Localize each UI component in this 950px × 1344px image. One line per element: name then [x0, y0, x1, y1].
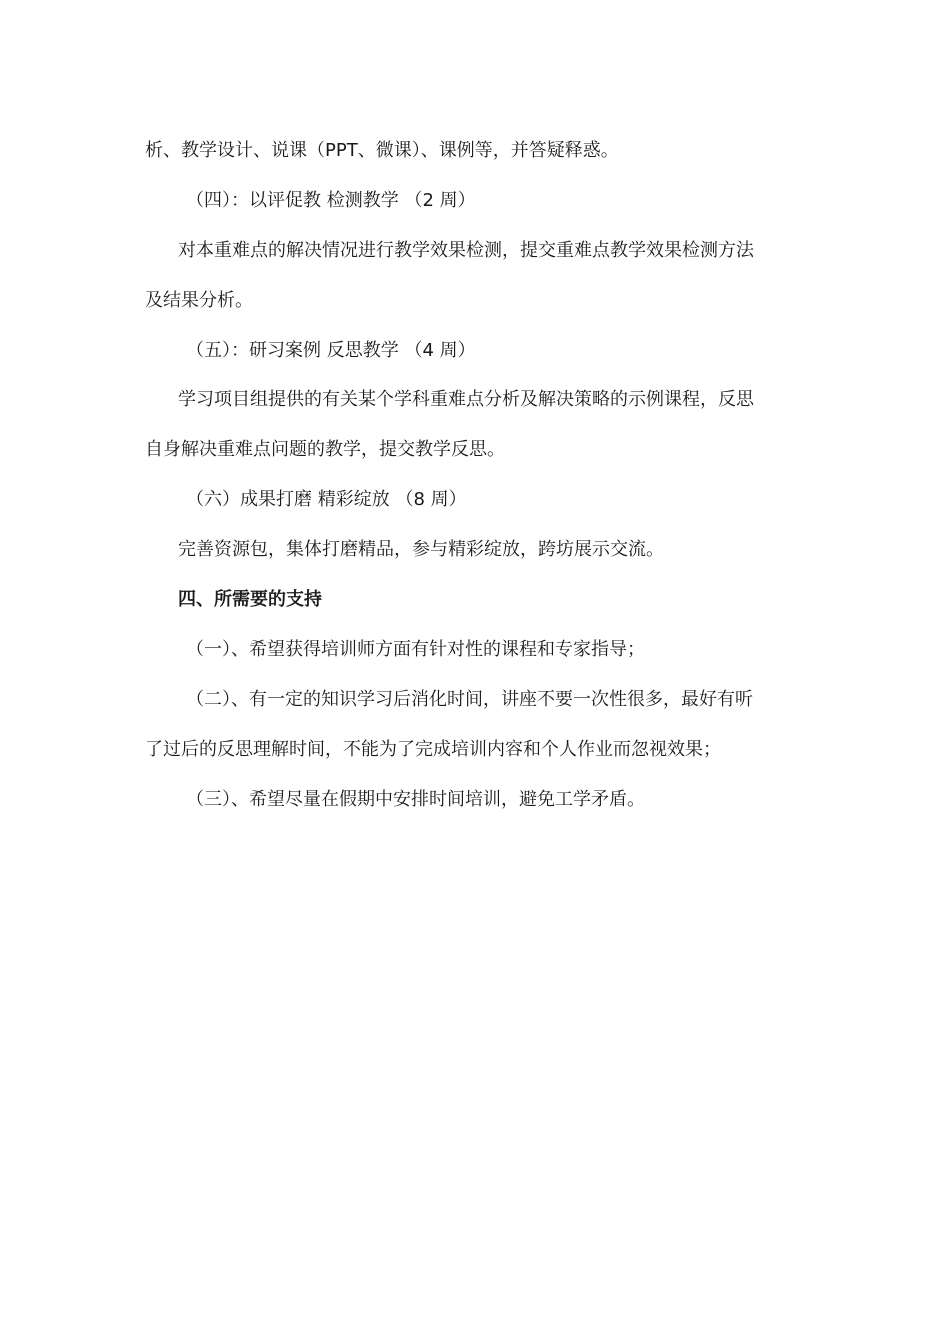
paragraph-line: 析、教学设计、说课（PPT、微课）、课例等，并答疑释惑。	[145, 140, 619, 161]
list-item: （一）、希望获得培训师方面有针对性的课程和专家指导；	[186, 639, 645, 660]
paragraph-line: 学习项目组提供的有关某个学科重难点分析及解决策略的示例课程，反思	[178, 389, 754, 410]
paragraph-line: 了过后的反思理解时间，不能为了完成培训内容和个人作业而忽视效果；	[145, 739, 721, 760]
section-subheading: （五）：研习案例 反思教学 （4 周）	[186, 340, 476, 361]
list-item: （二）、有一定的知识学习后消化时间，讲座不要一次性很多，最好有听	[186, 689, 753, 710]
paragraph-line: 及结果分析。	[145, 290, 253, 311]
paragraph-line: 自身解决重难点问题的教学，提交教学反思。	[145, 439, 505, 460]
paragraph-line: 对本重难点的解决情况进行教学效果检测，提交重难点教学效果检测方法	[178, 240, 754, 261]
list-item: （三）、希望尽量在假期中安排时间培训，避免工学矛盾。	[186, 789, 645, 810]
section-subheading: （六）成果打磨 精彩绽放 （8 周）	[186, 489, 467, 510]
paragraph-line: 完善资源包，集体打磨精品，参与精彩绽放，跨坊展示交流。	[178, 539, 664, 560]
section-subheading: （四）：以评促教 检测教学 （2 周）	[186, 190, 476, 211]
section-heading: 四、所需要的支持	[178, 589, 322, 610]
